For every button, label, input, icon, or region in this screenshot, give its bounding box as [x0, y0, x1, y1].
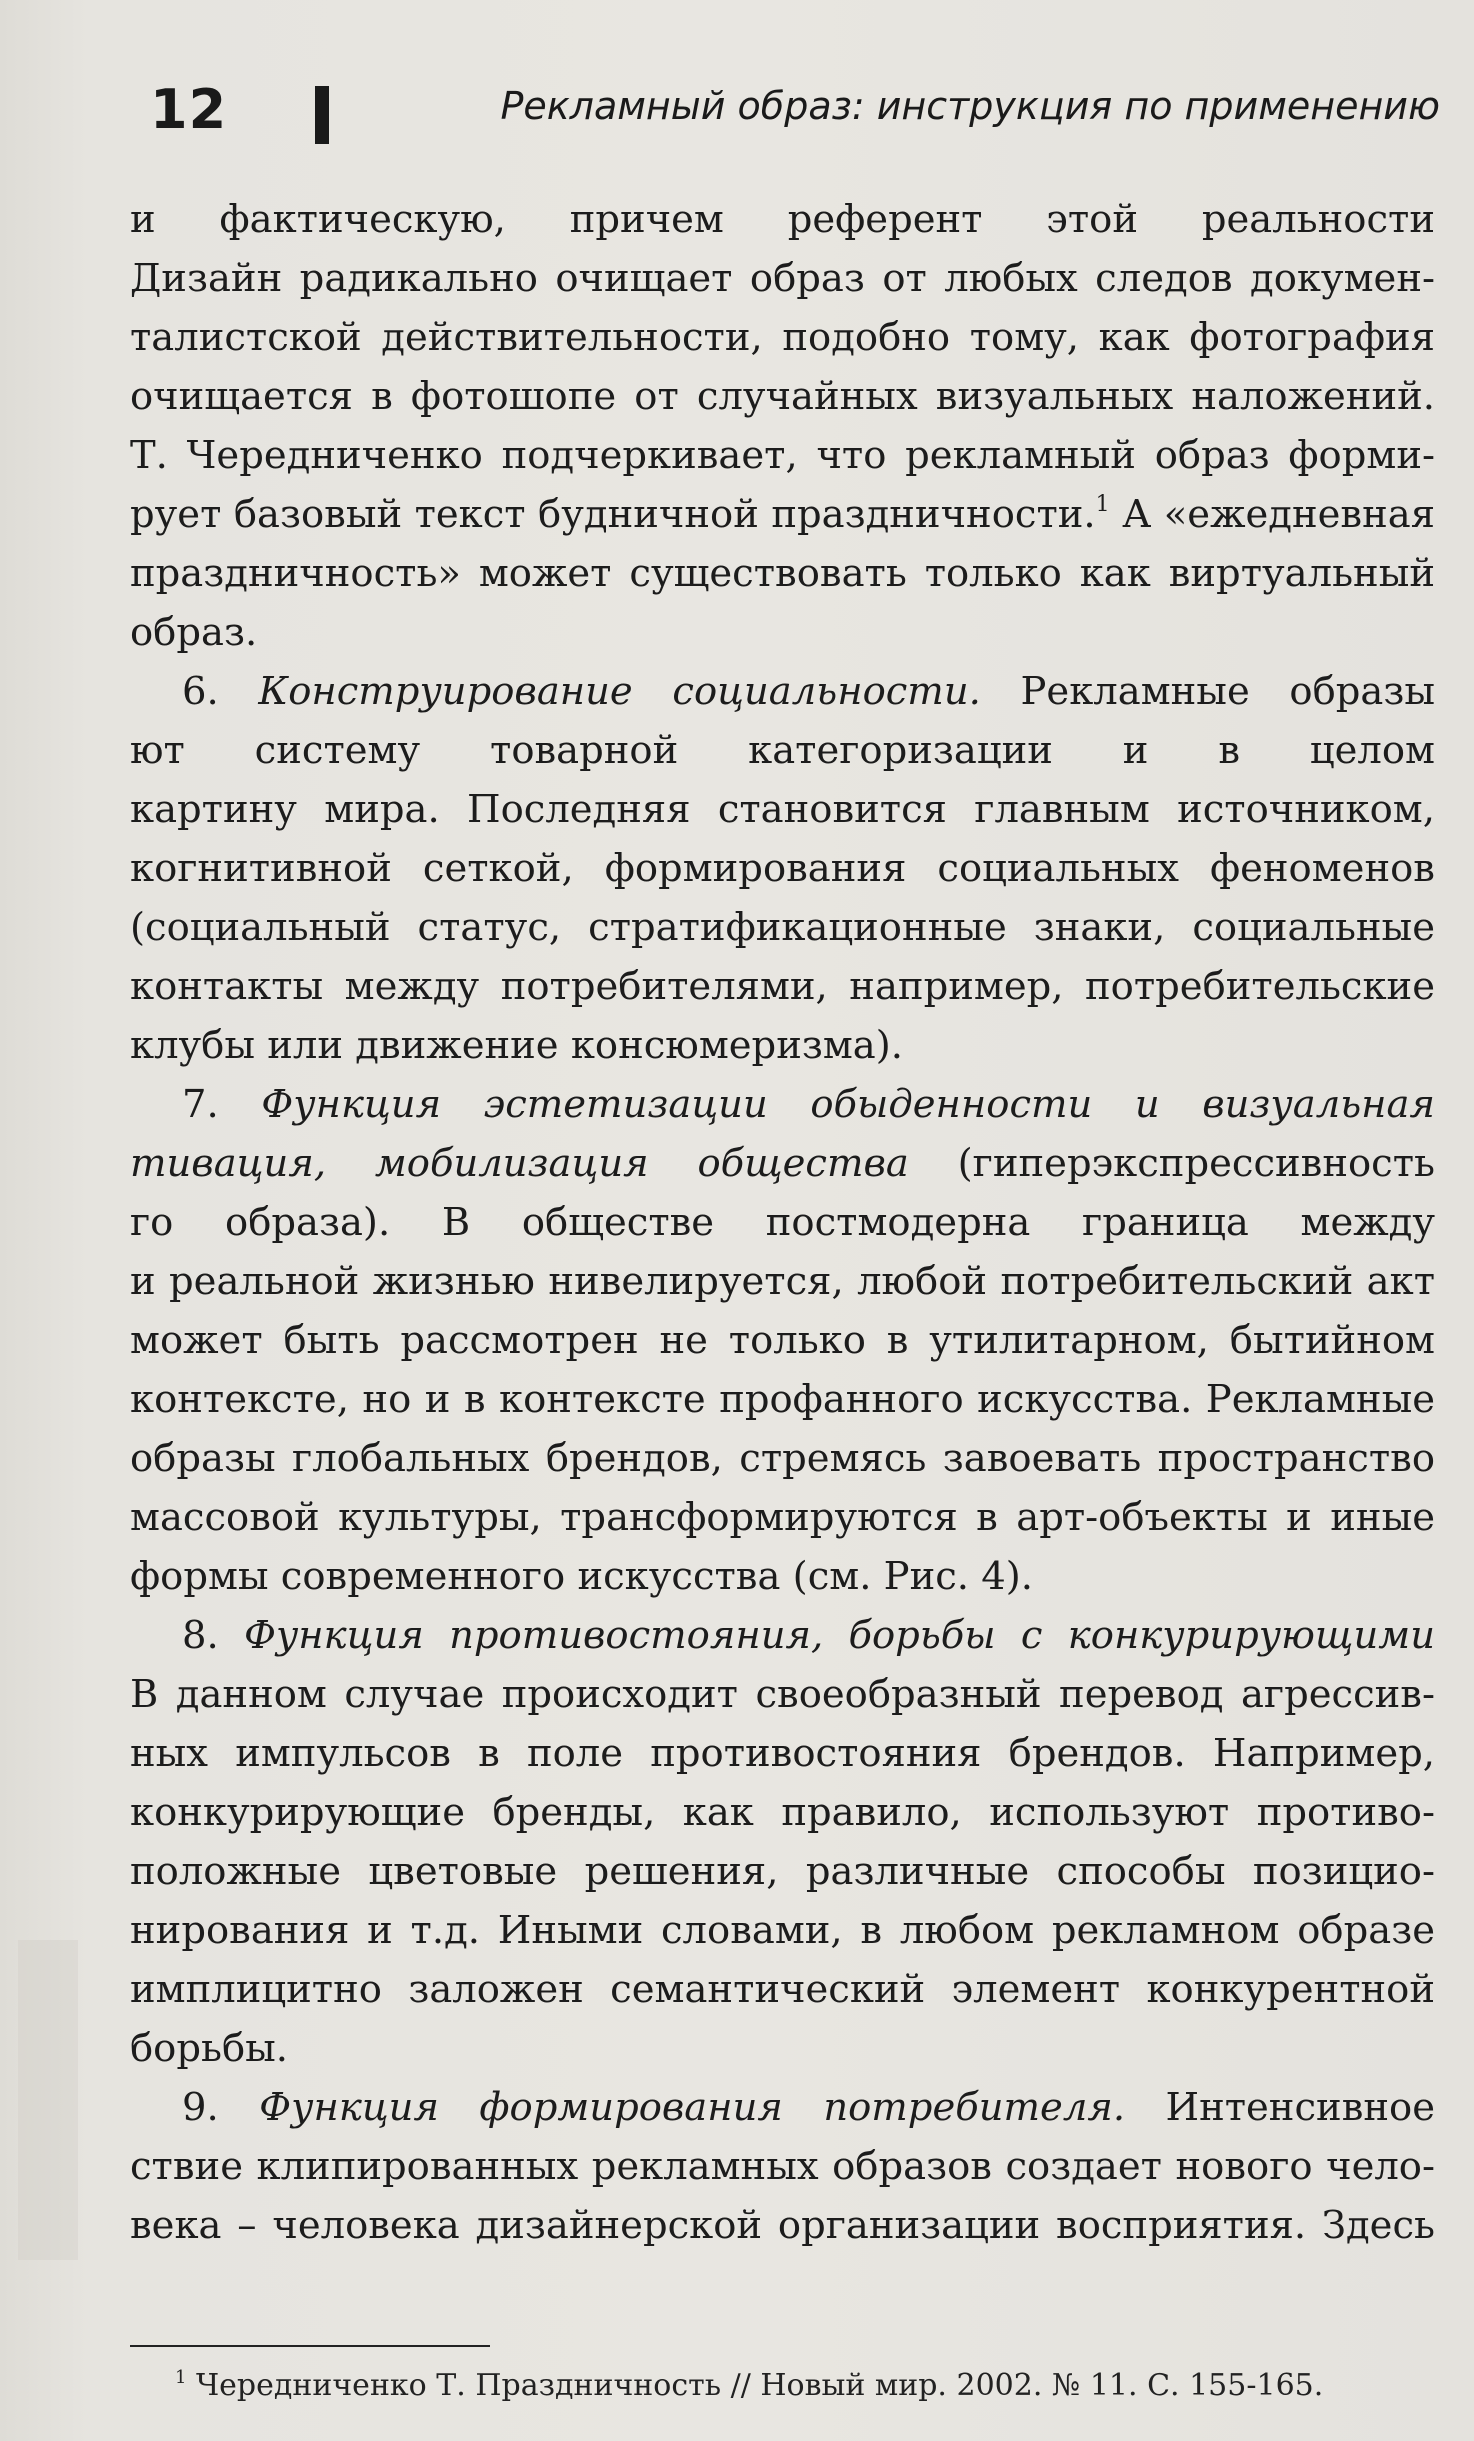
page-edge-shadow [18, 1940, 78, 2260]
item-number: 6. [182, 669, 259, 714]
footnote-mark: 1 [175, 2367, 187, 2388]
text-line [130, 485, 1435, 544]
text-line: конкурирующие бренды, как правило, используют противо- [130, 1790, 1435, 1835]
text-line: имплицитно заложен семантический элемент конкурентной [130, 1967, 1435, 2012]
text-line: образы глобальных брендов, стремясь завоевать пространство [130, 1436, 1435, 1481]
text-line: контакты между потребителями, например, потребительские [130, 964, 1435, 1009]
text-line: нирования и т.д. Иными словами, в любом рекламном образе [130, 1908, 1435, 1953]
text-line: ных импульсов в поле противостояния брендов. Например, [130, 1731, 1435, 1776]
paragraph-7-first-line [130, 1075, 1435, 1134]
running-head: Рекламный образ: инструкция по применению [500, 84, 1440, 128]
text-fragment: А «ежедневная [1109, 492, 1435, 537]
paragraph-9-first-line [130, 2078, 1435, 2137]
text-line: массовой культуры, трансформируются в арт-объекты и иные [130, 1495, 1435, 1540]
item-number: 8. [182, 1613, 245, 1658]
paragraph-8-first-line [130, 1606, 1435, 1665]
item-number: 9. [182, 2085, 260, 2130]
text-line: ствие клипированных рекламных образов создает нового чело- [130, 2144, 1435, 2189]
item-heading: Конструирование социальности. [258, 669, 981, 714]
text-line: талистской действительности, подобно тому, как фотография [130, 315, 1435, 360]
item-heading: тивация, мобилизация общества [130, 1141, 909, 1186]
text-fragment: рует базовый текст будничной праздничности. [130, 492, 1096, 537]
text-fragment: Интенсивное [1165, 2085, 1435, 2130]
text-line: борьбы. [130, 2026, 289, 2071]
text-line: и реальной жизнью нивелируется, любой потребительский акт [130, 1259, 1435, 1304]
text-line [130, 1134, 1435, 1193]
text-line: го образа). В обществе постмодерна граница между [130, 1200, 1435, 1245]
paragraph-6-first-line [130, 662, 1435, 721]
item-heading: Функция формирования потребителя. [259, 2085, 1126, 2130]
page-number: 12 [150, 78, 228, 141]
text-line: (социальный статус, стратификационные знаки, социальные [130, 905, 1435, 950]
text-line: В данном случае происходит своеобразный перевод агрессив- [130, 1672, 1435, 1717]
text-line: Дизайн радикально очищает образ от любых следов докумен- [130, 256, 1435, 301]
text-line: клубы или движение консюмеризма). [130, 1023, 904, 1068]
footnote-reference: 1 [1095, 492, 1110, 517]
body-text [130, 190, 1435, 2255]
text-line: когнитивной сеткой, формирования социальных феноменов [130, 846, 1435, 891]
page-header [150, 78, 1440, 158]
text-line: очищается в фотошопе от случайных визуальных наложений. [130, 374, 1435, 419]
text-line: века – человека дизайнерской организации восприятия. Здесь [130, 2203, 1435, 2248]
text-line: праздничность» может существовать только как виртуальный [130, 551, 1435, 596]
text-line: картину мира. Последняя становится главным источником, [130, 787, 1435, 832]
text-fragment: Рекламные образы [1020, 669, 1435, 714]
text-line: ют систему товарной категоризации и в целом [130, 728, 1435, 773]
footnote-text: Чередниченко Т. Праздничность // Новый мир. 2002. № 11. С. 155-165. [186, 2368, 1324, 2403]
text-line: контексте, но и в контексте профанного искусства. Рекламные [130, 1377, 1435, 1422]
item-heading: Функция эстетизации обыденности и визуальная [261, 1082, 1435, 1127]
text-line: образ. [130, 610, 258, 655]
text-line: Т. Чередниченко подчеркивает, что рекламный образ форми- [130, 433, 1435, 478]
header-separator-bar [315, 86, 329, 144]
item-heading: Функция противостояния, борьбы с конкурирующими [244, 1613, 1435, 1658]
text-fragment: (гиперэкспрессивность [957, 1141, 1435, 1186]
text-line: формы современного искусства (см. Рис. 4). [130, 1554, 1034, 1599]
text-line: и фактическую, причем референт этой реальности [130, 197, 1435, 242]
item-number: 7. [182, 1082, 262, 1127]
footnote-divider [130, 2345, 490, 2347]
text-line: положные цветовые решения, различные способы позицио- [130, 1849, 1435, 1894]
text-line: может быть рассмотрен не только в утилитарном, бытийном [130, 1318, 1435, 1363]
footnote [175, 2368, 1323, 2403]
